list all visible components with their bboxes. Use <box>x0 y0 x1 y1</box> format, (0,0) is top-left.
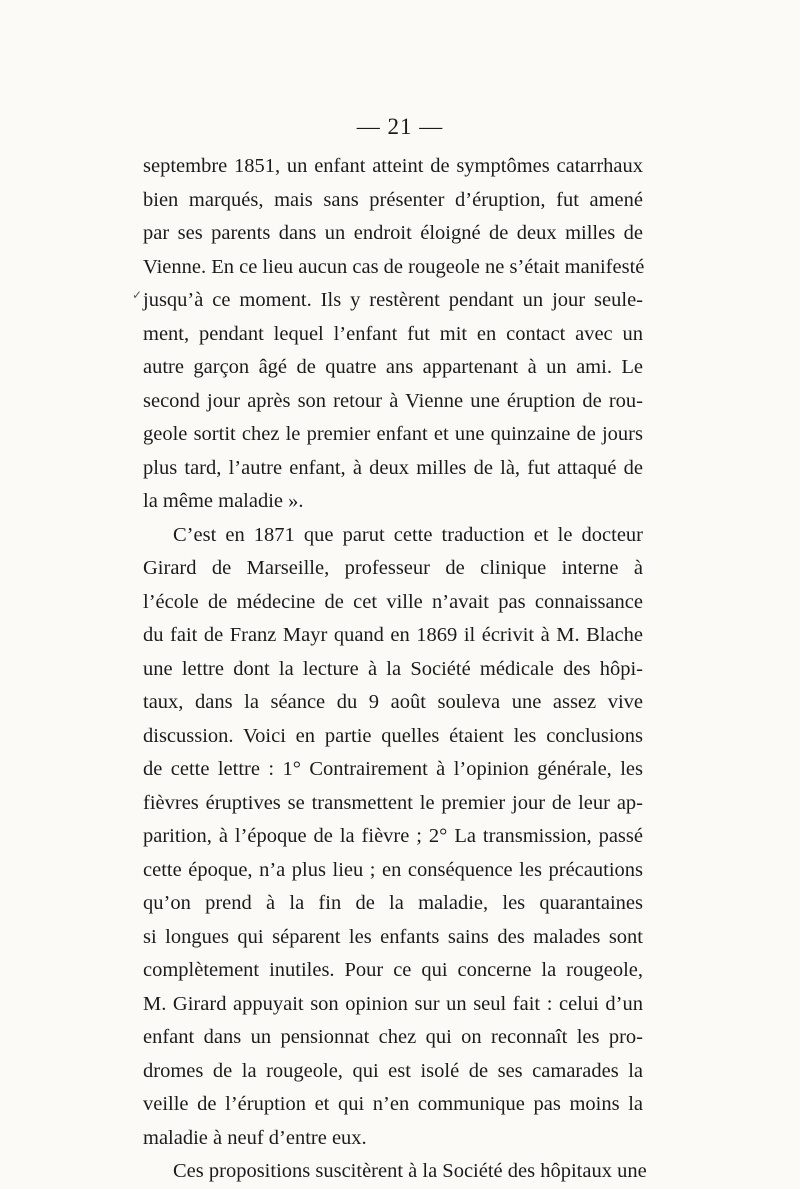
text-line: M. Girard appuyait son opinion sur un seul fait : celui d’un <box>143 992 643 1015</box>
text-line: Vienne. En ce lieu aucun cas de rougeole ne s’était manifesté <box>143 255 645 278</box>
text-line: jusqu’à ce moment. Ils y restèrent pendant un jour seule- <box>143 289 643 311</box>
text-line: taux, dans la séance du 9 août souleva une assez vive <box>143 691 643 713</box>
text-line: du fait de Franz Mayr quand en 1869 il écrivit à M. Blache <box>143 624 643 646</box>
body-text <box>143 150 647 1189</box>
text-line: qu’on prend à la fin de la maladie, les quarantaines <box>143 892 643 914</box>
text-line: discussion. Voici en partie quelles étaient les conclusions <box>143 724 643 747</box>
text-line: si longues qui séparent les enfants sains des malades sont <box>143 925 643 948</box>
text-line: dromes de la rougeole, qui est isolé de ses camarades la <box>143 1059 643 1082</box>
text-line: autre garçon âgé de quatre ans appartenant à un ami. Le <box>143 356 643 378</box>
text-line: plus tard, l’autre enfant, à deux milles de là, fut attaqué de <box>143 456 643 479</box>
text-line: Ces propositions suscitèrent à la Société des hôpitaux une <box>173 1160 647 1182</box>
text-line: Girard de Marseille, professeur de clinique interne à <box>143 557 643 579</box>
text-line: geole sortit chez le premier enfant et une quinzaine de jours <box>143 423 643 445</box>
text-line: l’école de médecine de cet ville n’avait pas connaissance <box>143 590 643 613</box>
text-line: cette époque, n’a plus lieu ; en conséquence les précautions <box>143 858 643 881</box>
text-line: parition, à l’époque de la fièvre ; 2° La transmission, passé <box>143 825 643 847</box>
text-line: fièvres éruptives se transmettent le premier jour de leur ap- <box>143 791 643 814</box>
text-line: ment, pendant lequel l’enfant fut mit en contact avec un <box>143 322 643 345</box>
text-line: par ses parents dans un endroit éloigné de deux milles de <box>143 222 643 244</box>
text-line: septembre 1851, un enfant atteint de symptômes catarrhaux <box>143 155 643 177</box>
text-line: bien marqués, mais sans présenter d’éruption, fut amené <box>143 188 643 211</box>
text-line: enfant dans un pensionnat chez qui on reconnaît les pro- <box>143 1026 643 1048</box>
text-line: de cette lettre : 1° Contrairement à l’opinion générale, les <box>143 758 643 780</box>
text-line: maladie à neuf d’entre eux. <box>143 1126 367 1149</box>
text-line: une lettre dont la lecture à la Société médicale des hôpi- <box>143 657 643 680</box>
page-number: — 21 — <box>356 114 444 139</box>
margin-mark: ✓ <box>132 288 143 302</box>
text-line: complètement inutiles. Pour ce qui concerne la rougeole, <box>143 959 643 981</box>
text-line: second jour après son retour à Vienne une éruption de rou- <box>143 389 643 412</box>
text-line: C’est en 1871 que parut cette traduction et le docteur <box>173 523 643 546</box>
text-line: la même maladie ». <box>143 490 304 512</box>
text-line: veille de l’éruption et qui n’en communique pas moins la <box>143 1093 643 1115</box>
